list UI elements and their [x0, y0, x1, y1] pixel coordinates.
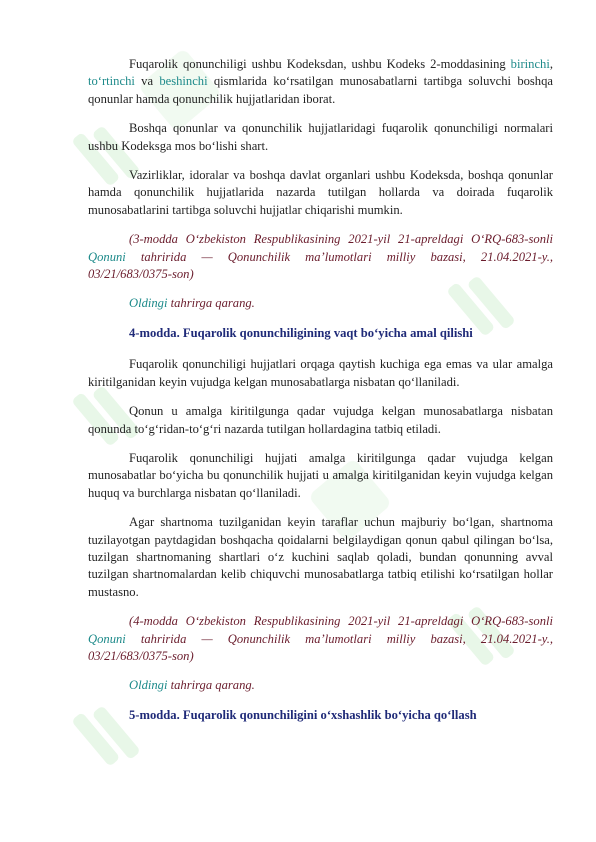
link-tortinchi[interactable]: to‘rtinchi [88, 74, 135, 89]
previous-edition-2: Oldingi tahrirga qarang. [129, 678, 255, 693]
paragraph-6: Fuqarolik qonunchiligi hujjati amalga kiritilgunga qadar vujudga kelgan munosabatlar bo‘yicha bu qonunchilik hujjati u amalga kiritilganidan keyin vujudga kelgan huquq va burchlarga nisbatan qo‘llaniladi. [88, 450, 553, 500]
amendment-note-1: (3-modda O‘zbekiston Respublikasining 2021-yil 21-apreldagi O‘RQ-683-sonli Qonuni tahririda — Qonunchilik ma’lumotlari milliy bazasi, 21.04.2021-y., 03/21/683/0375-son) [88, 232, 553, 282]
paragraph-4: Fuqarolik qonunchiligi hujjatlari orqaga qaytish kuchiga ega emas va ular amalga kiritilganidan keyin vujudga kelgan munosabatlarga nisbatan qo‘llaniladi. [88, 357, 553, 389]
law-link-1[interactable]: Qonuni [88, 249, 126, 264]
law-link-2[interactable]: Qonuni [88, 631, 126, 646]
previous-edition-1: Oldingi tahrirga qarang. [129, 296, 255, 311]
previous-edition-link-1[interactable]: Oldingi [129, 296, 168, 311]
paragraph-2: Boshqa qonunlar va qonunchilik hujjatlaridagi fuqarolik qonunchiligi normalari ushbu Kodeksga mos bo‘lishi shart. [88, 121, 553, 153]
paragraph-7: Agar shartnoma tuzilganidan keyin taraflar uchun majburiy bo‘lgan, shartnoma tuzilayotgan paytdagidan boshqacha qoidalarni belgilaydigan qonun qabul qilingan bo‘lsa, tuzilgan shartnomaning shartlari o‘z kuchini saqlab qoladi, bundan qonunning avval tuzilgan shartnomalardan kelib chiquvchi munosabatlarga tatbiq etilishi ko‘rsatilgan hollar mustasno. [88, 515, 553, 599]
paragraph-1: Fuqarolik qonunchiligi ushbu Kodeksdan, ushbu Kodeks 2-moddasining birinchi, to‘rtinchi va beshinchi qismlarida ko‘rsatilgan munosabatlarni tartibga soluvchi boshqa qonunlar hamda qonunchilik hujjatlaridan iborat. [88, 57, 553, 106]
paragraph-3: Vazirliklar, idoralar va boshqa davlat organlari ushbu Kodeksda, boshqa qonunlar hamda qonunchilik hujjatlarida nazarda tutilgan hollarda va doirada fuqarolik munosabatlarini tartibga soluvchi hujjatlar chiqarishi mumkin. [88, 168, 553, 217]
previous-edition-link-2[interactable]: Oldingi [129, 678, 168, 693]
article-5-heading: 5-modda. Fuqarolik qonunchiligini o‘xshashlik bo‘yicha qo‘llash [129, 707, 477, 722]
link-beshinchi[interactable]: beshinchi [159, 74, 208, 89]
amendment-note-2: (4-modda O‘zbekiston Respublikasining 2021-yil 21-apreldagi O‘RQ-683-sonli Qonuni tahririda — Qonunchilik ma’lumotlari milliy bazasi, 21.04.2021-y., 03/21/683/0375-son) [88, 614, 553, 663]
article-4-heading: 4-modda. Fuqarolik qonunchiligining vaqt bo‘yicha amal qilishi [129, 325, 473, 340]
link-birinchi[interactable]: birinchi [510, 57, 550, 71]
document-body [88, 56, 553, 738]
paragraph-5: Qonun u amalga kiritilgunga qadar vujudga kelgan munosabatlarga nisbatan qonunda to‘g‘ridan-to‘g‘ri nazarda tutilgan hollardagina tatbiq etiladi. [88, 404, 553, 436]
